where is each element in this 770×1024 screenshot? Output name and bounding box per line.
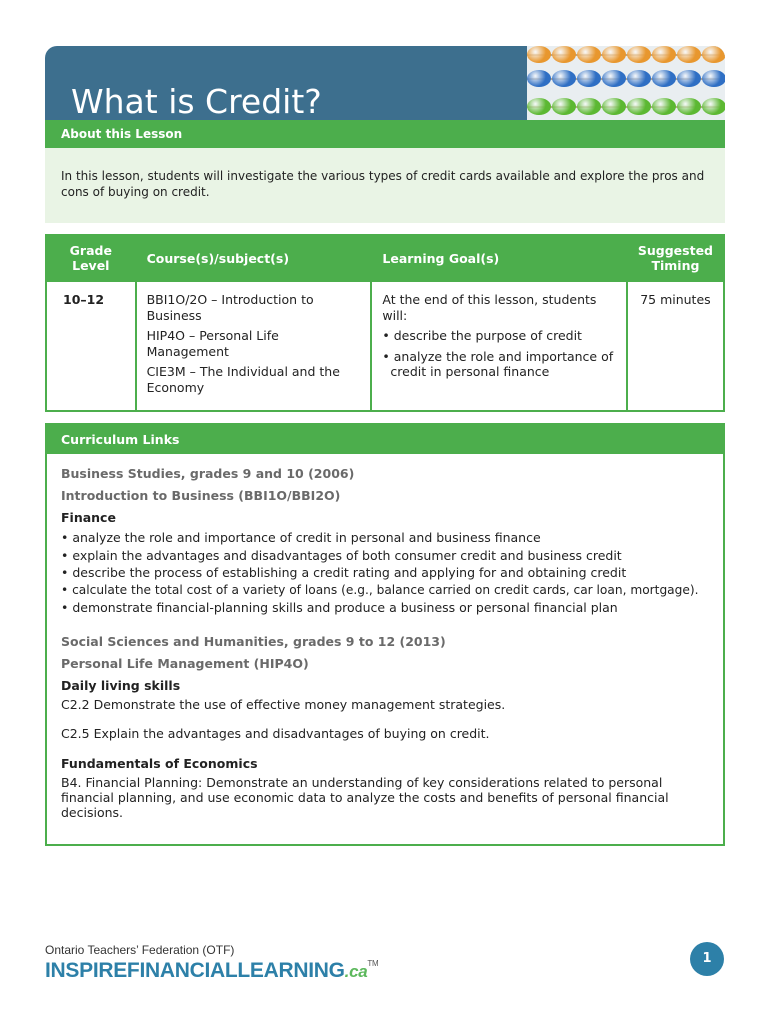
- curriculum-body: [47, 454, 723, 844]
- abacus-bead: [627, 70, 651, 87]
- page-number: 1: [690, 942, 724, 976]
- abacus-bead: [677, 98, 701, 115]
- course-item: CIE3M – The Individual and the Economy: [146, 364, 340, 395]
- curriculum-item: • explain the advantages and disadvantages of both consumer credit and business credit: [61, 547, 622, 563]
- abacus-bead: [627, 98, 651, 115]
- abacus-bead: [552, 98, 576, 115]
- abacus-bead: [577, 46, 601, 63]
- abacus-bead: [577, 70, 601, 87]
- goal-header: Learning Goal(s): [371, 235, 626, 281]
- section-title: Social Sciences and Humanities, grades 9 to 12 (2013): [61, 633, 446, 649]
- trademark: TM: [367, 959, 379, 968]
- abacus-bead: [602, 70, 626, 87]
- course-cell: [136, 281, 372, 411]
- strand-title: Finance: [61, 510, 116, 525]
- about-text: In this lesson, students will investigate the various types of credit cards available and explore the pros and cons of buying on credit.: [45, 148, 725, 223]
- grade-header: Grade Level: [46, 235, 136, 281]
- strand-title: Daily living skills: [61, 677, 181, 693]
- abacus-bead: [677, 70, 701, 87]
- grade-value: 10–12: [46, 281, 136, 411]
- abacus-bead: [602, 98, 626, 115]
- goal-item: • describe the purpose of credit: [382, 328, 582, 343]
- curriculum-heading: Curriculum Links: [47, 425, 723, 454]
- page-title: What is Credit?: [71, 82, 322, 120]
- curriculum-item: • calculate the total cost of a variety of loans (e.g., balance carried on credit cards, car loan, mortgage).: [61, 582, 699, 597]
- goal-cell: [371, 281, 626, 411]
- curriculum-item: C2.2 Demonstrate the use of effective money management strategies.: [61, 696, 506, 712]
- abacus-bead: [527, 46, 551, 63]
- abacus-bead: [677, 46, 701, 63]
- brand-name: INSPIREFINANCIALLEARNING: [45, 959, 345, 982]
- title-banner: [45, 46, 725, 120]
- abacus-bead: [577, 98, 601, 115]
- abacus-bead: [652, 46, 676, 63]
- course-header: Course(s)/subject(s): [136, 235, 372, 281]
- footer-logo: [45, 943, 378, 983]
- section-course: Introduction to Business (BBI1O/BBI2O): [61, 488, 341, 503]
- footer-org: Ontario Teachers’ Federation (OTF): [45, 943, 235, 957]
- abacus-bead: [552, 46, 576, 63]
- lesson-info-table: [45, 234, 725, 412]
- curriculum-item: • describe the process of establishing a credit rating and applying for and obtaining credit: [61, 565, 627, 580]
- timing-header: Suggested Timing: [627, 235, 724, 281]
- abacus-image: [527, 46, 725, 120]
- course-item: HIP4O – Personal Life Management: [146, 328, 279, 359]
- abacus-bead: [602, 46, 626, 63]
- curriculum-item: • demonstrate financial-planning skills and produce a business or personal financial plan: [61, 600, 618, 615]
- abacus-bead: [627, 46, 651, 63]
- strand-title: Fundamentals of Economics: [61, 755, 258, 771]
- lesson-page: [45, 46, 725, 846]
- abacus-bead: [702, 46, 725, 63]
- abacus-bead: [527, 98, 551, 115]
- section-course: Personal Life Management (HIP4O): [61, 655, 309, 671]
- curriculum-item: B4. Financial Planning: Demonstrate an understanding of key considerations related to personal financial planning, and use economic data to analyze the costs and benefits of personal financial decisions.: [61, 774, 669, 820]
- about-heading: About this Lesson: [45, 120, 725, 148]
- abacus-bead: [652, 70, 676, 87]
- curriculum-links: [45, 423, 725, 846]
- curriculum-item: • analyze the role and importance of credit in personal and business finance: [61, 530, 541, 545]
- goal-intro: At the end of this lesson, students will:: [382, 292, 597, 323]
- course-item: BBI1O/2O – Introduction to Business: [146, 292, 314, 323]
- curriculum-item: C2.5 Explain the advantages and disadvantages of buying on credit.: [61, 725, 490, 741]
- abacus-bead: [652, 98, 676, 115]
- abacus-bead: [702, 98, 725, 115]
- abacus-bead: [702, 70, 725, 87]
- abacus-bead: [527, 70, 551, 87]
- section-title: Business Studies, grades 9 and 10 (2006): [61, 466, 355, 481]
- timing-value: 75 minutes: [627, 281, 724, 411]
- goal-item: • analyze the role and importance of credit in personal finance: [382, 348, 614, 379]
- brand-suffix: .ca: [344, 962, 368, 981]
- abacus-bead: [552, 70, 576, 87]
- brand-logo: [45, 959, 378, 983]
